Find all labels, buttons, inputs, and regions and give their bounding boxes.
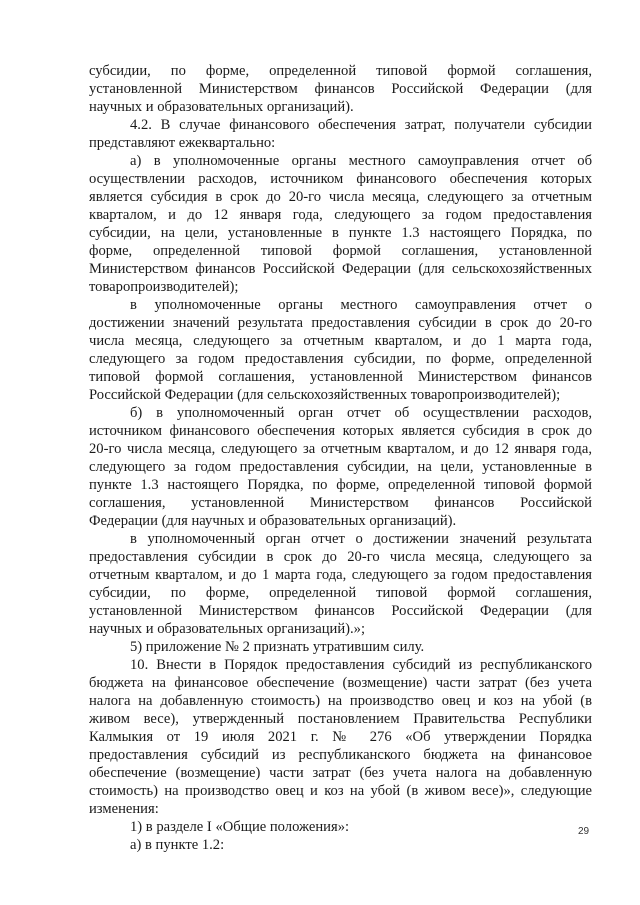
text-line: числа месяца, следующего за отчетным кварталом, и до 1 марта года, <box>89 333 592 349</box>
text-line: изменения: <box>89 801 159 817</box>
text-line: достижении значений результата предоставления субсидии в срок до 20-го <box>89 315 592 331</box>
text-line: пункте 1.3 настоящего Порядка, по форме, определенной типовой формой <box>89 477 592 493</box>
text-line: отчетным кварталом, и до 1 марта года, следующего за годом предоставления <box>89 567 592 583</box>
text-line: соглашения, установленной Министерством финансов Российской <box>89 495 592 511</box>
text-line: а) в пункте 1.2: <box>130 837 225 853</box>
text-line: 4.2. В случае финансового обеспечения затрат, получатели субсидии <box>130 117 592 133</box>
text-line: 5) приложение № 2 признать утратившим силу. <box>130 639 425 655</box>
text-line: следующего за годом предоставления субсидии, на цели, установленные в <box>89 459 592 475</box>
text-line: предоставления субсидии в срок до 20-го числа месяца, следующего за <box>89 549 592 565</box>
text-line: Федерации (для научных и образовательных организаций). <box>89 513 457 529</box>
text-line: субсидии, по форме, определенной типовой формой соглашения, <box>89 585 592 601</box>
text-line: типовой формой соглашения, установленной Министерством финансов <box>89 369 592 385</box>
text-line: бюджета на финансовое обеспечение (возмещение) части затрат (без учета <box>89 675 592 691</box>
text-line: а) в уполномоченные органы местного самоуправления отчет об <box>130 153 592 169</box>
text-line: источником финансового обеспечения которых является субсидия в срок до <box>89 423 592 439</box>
text-line: научных и образовательных организаций). <box>89 99 354 115</box>
text-line: б) в уполномоченный орган отчет об осуществлении расходов, <box>130 405 592 421</box>
text-line: обеспечение (возмещение) части затрат (без учета налога на добавленную <box>89 765 592 781</box>
text-line: научных и образовательных организаций).»; <box>89 621 366 637</box>
text-line: Министерством финансов Российской Федерации (для сельскохозяйственных <box>89 261 592 277</box>
text-line: налога на добавленную стоимость) на производство овец и коз на убой (в <box>89 693 592 709</box>
text-line: 1) в разделе I «Общие положения»: <box>130 819 350 835</box>
text-line: субсидии, по форме, определенной типовой формой соглашения, <box>89 63 592 79</box>
text-line: установленной Министерством финансов Российской Федерации (для <box>89 603 592 619</box>
text-line: 20-го числа месяца, следующего за отчетным кварталом, и до 12 января года, <box>89 441 592 457</box>
text-line: стоимость) на производство овец и коз на убой (в живом весе)», следующие <box>89 783 592 799</box>
text-line: Российской Федерации (для сельскохозяйственных товаропроизводителей); <box>89 387 561 403</box>
text-line: субсидии, на цели, установленные в пункте 1.3 настоящего Порядка, по <box>89 225 592 241</box>
text-line: форме, определенной типовой формой соглашения, установленной <box>89 243 592 259</box>
text-line: в уполномоченный орган отчет о достижении значений результата <box>130 531 592 547</box>
page-number: 29 <box>578 826 590 837</box>
text-line: предоставления субсидий из республиканского бюджета на финансовое <box>89 747 592 763</box>
text-line: Калмыкия от 19 июля 2021 г. № 276 «Об утверждении Порядка <box>89 729 592 745</box>
text-line: кварталом, и до 12 января года, следующего за годом предоставления <box>89 207 592 223</box>
text-line: следующего за годом предоставления субсидии, по форме, определенной <box>89 351 592 367</box>
text-line: 10. Внести в Порядок предоставления субсидий из республиканского <box>130 657 592 673</box>
text-line: в уполномоченные органы местного самоуправления отчет о <box>130 297 592 313</box>
text-line: живом весе), утвержденный постановлением Правительства Республики <box>89 711 592 727</box>
text-line: представляют ежеквартально: <box>89 135 276 151</box>
text-line: осуществлении расходов, источником финансового обеспечения которых <box>89 171 592 187</box>
text-line: является субсидия в срок до 20-го числа месяца, следующего за отчетным <box>89 189 592 205</box>
text-line: товаропроизводителей); <box>89 279 239 295</box>
text-line: установленной Министерством финансов Российской Федерации (для <box>89 81 592 97</box>
